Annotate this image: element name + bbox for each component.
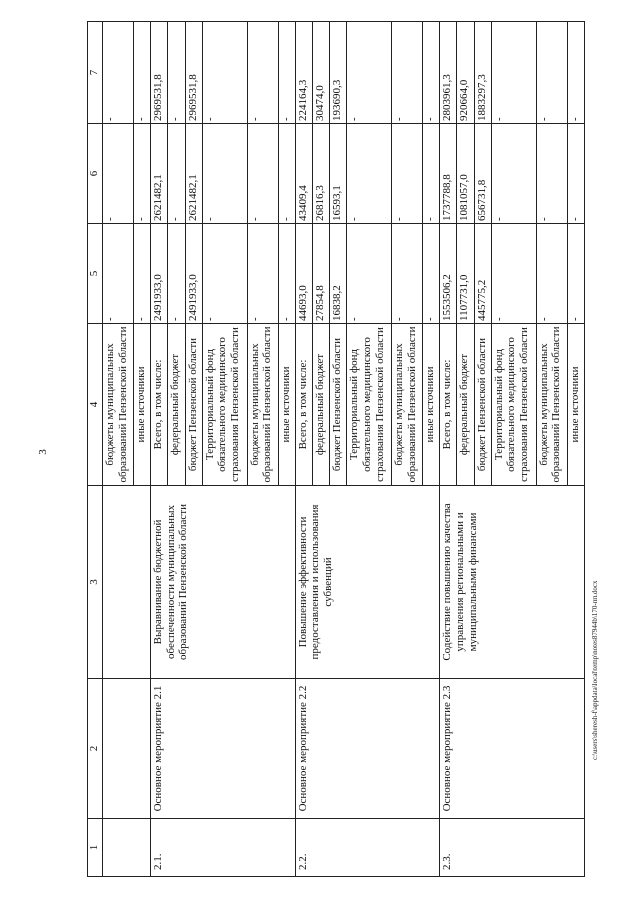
value-cell: - bbox=[392, 22, 423, 124]
cont-name bbox=[103, 679, 151, 819]
table-body bbox=[103, 22, 585, 877]
value-cell: 1081057,0 bbox=[457, 124, 474, 224]
value-cell: - bbox=[134, 224, 151, 324]
value-cell: 26816,3 bbox=[312, 124, 329, 224]
col-header-2: 2 bbox=[88, 679, 103, 819]
value-cell: 193690,3 bbox=[330, 22, 347, 124]
source-cell: бюджеты муниципальных образований Пензенской области bbox=[392, 324, 423, 486]
value-cell: 2969531,8 bbox=[185, 22, 202, 124]
rotated-table-container bbox=[87, 22, 585, 877]
value-cell: 1883297,3 bbox=[474, 22, 491, 124]
activity-code: 2.2. bbox=[295, 819, 440, 877]
value-cell: - bbox=[392, 124, 423, 224]
value-cell: - bbox=[247, 124, 278, 224]
table-row bbox=[295, 22, 312, 877]
value-cell: - bbox=[491, 224, 536, 324]
value-cell: 16838,2 bbox=[330, 224, 347, 324]
source-cell: бюджеты муниципальных образований Пензенской области bbox=[103, 324, 134, 486]
col-header-1: 1 bbox=[88, 819, 103, 877]
activity-code: 2.1. bbox=[151, 819, 296, 877]
value-cell: - bbox=[423, 22, 440, 124]
source-cell: бюджет Пензенской области bbox=[474, 324, 491, 486]
value-cell: - bbox=[168, 224, 185, 324]
value-cell: 2969531,8 bbox=[151, 22, 168, 124]
source-cell: Территориальный фонд обязательного медицинского страхования Пензенской области bbox=[347, 324, 392, 486]
source-cell: бюджеты муниципальных образований Пензенской области bbox=[247, 324, 278, 486]
source-cell: федеральный бюджет bbox=[312, 324, 329, 486]
activity-name: Основное мероприятие 2.2 bbox=[295, 679, 440, 819]
activity-code: 2.3. bbox=[440, 819, 585, 877]
col-header-3: 3 bbox=[88, 486, 103, 679]
value-cell: 1553506,2 bbox=[440, 224, 457, 324]
value-cell: 2621482,1 bbox=[151, 124, 168, 224]
source-cell: федеральный бюджет bbox=[457, 324, 474, 486]
value-cell: - bbox=[567, 224, 584, 324]
value-cell: - bbox=[168, 22, 185, 124]
value-cell: 224164,3 bbox=[295, 22, 312, 124]
value-cell: 920664,0 bbox=[457, 22, 474, 124]
value-cell: - bbox=[392, 224, 423, 324]
value-cell: - bbox=[536, 124, 567, 224]
value-cell: 1107731,0 bbox=[457, 224, 474, 324]
col-header-4: 4 bbox=[88, 324, 103, 486]
value-cell: 2491933,0 bbox=[151, 224, 168, 324]
value-cell: - bbox=[347, 124, 392, 224]
value-cell: 16593,1 bbox=[330, 124, 347, 224]
value-cell: - bbox=[247, 224, 278, 324]
value-cell: - bbox=[567, 22, 584, 124]
value-cell: 27854,8 bbox=[312, 224, 329, 324]
source-cell: иные источники bbox=[134, 324, 151, 486]
source-cell: бюджет Пензенской области bbox=[185, 324, 202, 486]
value-cell: 43409,4 bbox=[295, 124, 312, 224]
value-cell: - bbox=[278, 124, 295, 224]
source-cell: Всего, в том числе: bbox=[295, 324, 312, 486]
value-cell: - bbox=[103, 224, 134, 324]
value-cell: - bbox=[247, 22, 278, 124]
source-cell: Всего, в том числе: bbox=[151, 324, 168, 486]
table-row bbox=[151, 22, 168, 877]
source-cell: иные источники bbox=[423, 324, 440, 486]
activity-description: Выравнивание бюджетной обеспеченности муниципальных образований Пензенской области bbox=[151, 486, 296, 679]
value-cell: 1737788,8 bbox=[440, 124, 457, 224]
source-cell: федеральный бюджет bbox=[168, 324, 185, 486]
source-cell: Территориальный фонд обязательного медицинского страхования Пензенской области bbox=[202, 324, 247, 486]
value-cell: - bbox=[536, 224, 567, 324]
col-header-7: 7 bbox=[88, 22, 103, 124]
value-cell: - bbox=[134, 124, 151, 224]
value-cell: 656731,8 bbox=[474, 124, 491, 224]
table-header bbox=[88, 22, 103, 877]
cont-desc bbox=[103, 486, 151, 679]
value-cell: 2491933,0 bbox=[185, 224, 202, 324]
value-cell: - bbox=[491, 22, 536, 124]
value-cell: - bbox=[347, 22, 392, 124]
source-cell: бюджет Пензенской области bbox=[330, 324, 347, 486]
file-path-footer: c:\users\sheresh-f\appdata\local\temp\notes87944b\170-пп.docx bbox=[591, 580, 599, 760]
value-cell: - bbox=[202, 124, 247, 224]
col-header-6: 6 bbox=[88, 124, 103, 224]
value-cell: - bbox=[278, 22, 295, 124]
value-cell: - bbox=[134, 22, 151, 124]
col-header-5: 5 bbox=[88, 224, 103, 324]
value-cell: - bbox=[491, 124, 536, 224]
value-cell: - bbox=[103, 124, 134, 224]
value-cell: - bbox=[423, 124, 440, 224]
value-cell: - bbox=[423, 224, 440, 324]
source-cell: бюджеты муниципальных образований Пензенской области bbox=[536, 324, 567, 486]
activity-name: Основное мероприятие 2.1 bbox=[151, 679, 296, 819]
value-cell: - bbox=[202, 22, 247, 124]
activity-description: Содействие повышению качества управления региональными и муниципальными финансами bbox=[440, 486, 585, 679]
value-cell: - bbox=[347, 224, 392, 324]
value-cell: - bbox=[103, 22, 134, 124]
table-row bbox=[440, 22, 457, 877]
source-cell: Всего, в том числе: bbox=[440, 324, 457, 486]
value-cell: - bbox=[168, 124, 185, 224]
table-row bbox=[103, 22, 134, 877]
page-number: 3 bbox=[36, 449, 49, 455]
activity-name: Основное мероприятие 2.3 bbox=[440, 679, 585, 819]
value-cell: 30474,0 bbox=[312, 22, 329, 124]
budget-table bbox=[87, 21, 585, 877]
value-cell: - bbox=[536, 22, 567, 124]
value-cell: 44693,0 bbox=[295, 224, 312, 324]
source-cell: Территориальный фонд обязательного медицинского страхования Пензенской области bbox=[491, 324, 536, 486]
activity-description: Повышение эффективности предоставления и использования субвенций bbox=[295, 486, 440, 679]
source-cell: иные источники bbox=[567, 324, 584, 486]
cont-code bbox=[103, 819, 151, 877]
source-cell: иные источники bbox=[278, 324, 295, 486]
value-cell: - bbox=[278, 224, 295, 324]
value-cell: - bbox=[202, 224, 247, 324]
value-cell: 445775,2 bbox=[474, 224, 491, 324]
value-cell: 2803961,3 bbox=[440, 22, 457, 124]
value-cell: - bbox=[567, 124, 584, 224]
value-cell: 2621482,1 bbox=[185, 124, 202, 224]
